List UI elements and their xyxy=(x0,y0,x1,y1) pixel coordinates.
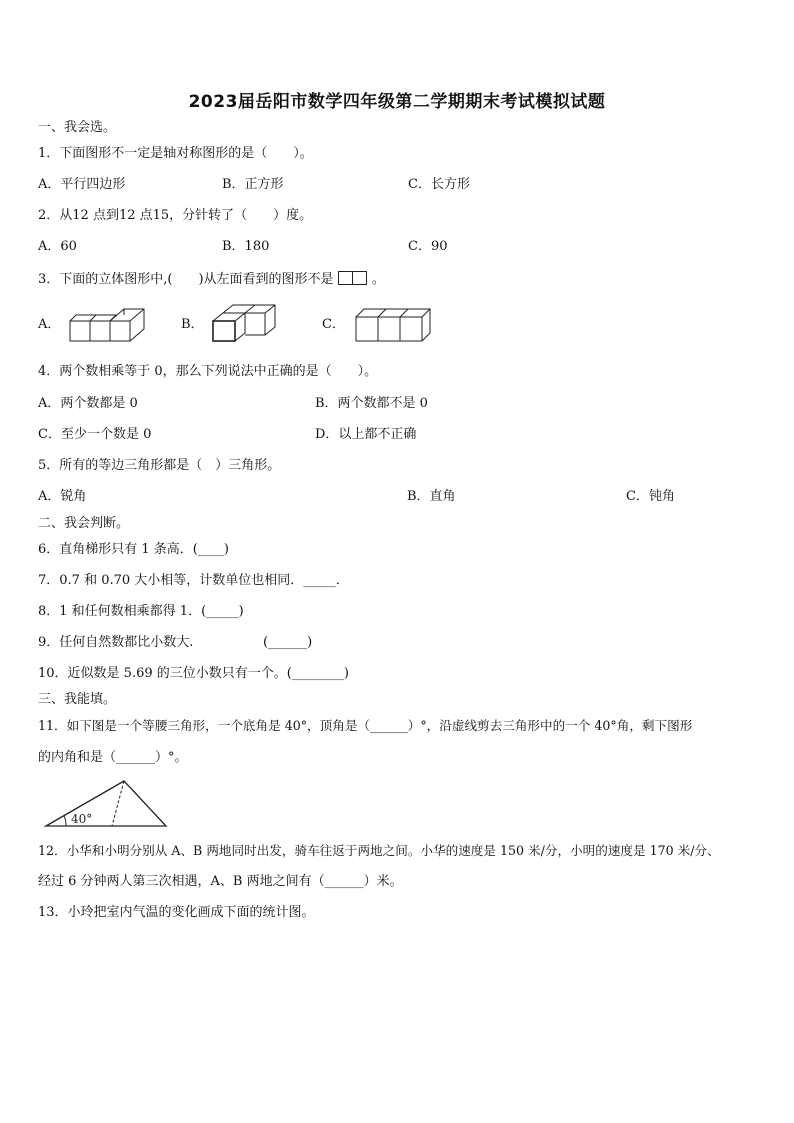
question-12-line-1: 12．小华和小明分别从 A、B 两地同时出发，骑车往返于两地之间。小华的速度是 150 米/分，小明的速度是 170 米/分、 xyxy=(38,843,720,858)
question-3-end: 。 xyxy=(371,272,385,287)
q5-option-b[interactable]: B．直角 xyxy=(407,489,456,504)
q4-option-c[interactable]: C．至少一个数是 0 xyxy=(38,427,152,442)
q4-option-b[interactable]: B．两个数都不是 0 xyxy=(315,396,428,411)
page-title: 2023届岳阳市数学四年级第二学期期末考试模拟试题 xyxy=(188,92,606,112)
question-12-line-2: 经过 6 分钟两人第三次相遇，A、B 两地之间有（______）米。 xyxy=(38,874,403,889)
section-heading-3: 三、我能填。 xyxy=(38,692,117,707)
q3-option-c[interactable]: C． xyxy=(322,317,345,332)
q2-option-c[interactable]: C．90 xyxy=(408,239,448,254)
question-4: 4．两个数相乘等于 0，那么下列说法中正确的是（ ）。 xyxy=(38,364,378,379)
angle-label: 40° xyxy=(71,812,93,826)
cube-stack-a-icon xyxy=(68,307,148,343)
q2-option-a[interactable]: A．60 xyxy=(38,239,77,254)
cube-stack-c-icon xyxy=(354,307,434,343)
q3-option-a[interactable]: A． xyxy=(38,317,61,332)
two-squares-icon xyxy=(338,271,368,285)
q2-option-b[interactable]: B．180 xyxy=(222,239,270,254)
question-9: 9．任何自然数都比小数大. xyxy=(38,635,194,650)
q1-option-a[interactable]: A．平行四边形 xyxy=(38,177,126,192)
isosceles-triangle-figure xyxy=(44,779,168,829)
question-3 xyxy=(38,271,385,288)
question-11-line-1: 11．如下图是一个等腰三角形，一个底角是 40°，顶角是（______）°，沿虚线剪去三角形中的一个 40°角，剩下图形 xyxy=(38,718,693,733)
q5-option-c[interactable]: C．钝角 xyxy=(626,489,675,504)
question-8: 8．1 和任何数相乘都得 1．(_____) xyxy=(38,604,244,619)
question-9-blank[interactable]: (______) xyxy=(263,635,313,650)
question-7: 7．0.7 和 0.70 大小相等，计数单位也相同．_____． xyxy=(38,573,349,588)
q3-option-b[interactable]: B． xyxy=(181,317,204,332)
q4-option-d[interactable]: D．以上都不正确 xyxy=(315,427,417,442)
question-2: 2．从12 点到12 点15，分针转了（ ）度。 xyxy=(38,208,313,223)
q1-option-c[interactable]: C．长方形 xyxy=(408,177,470,192)
cube-stack-b-icon xyxy=(211,303,283,343)
question-1: 1．下面图形不一定是轴对称图形的是（ ）。 xyxy=(38,146,313,161)
question-3-text: 3．下面的立体图形中,( )从左面看到的图形不是 xyxy=(38,272,334,287)
question-6: 6．直角梯形只有 1 条高．(____) xyxy=(38,542,229,557)
q4-option-a[interactable]: A．两个数都是 0 xyxy=(38,396,138,411)
question-5: 5．所有的等边三角形都是（ ）三角形。 xyxy=(38,458,281,473)
q1-option-b[interactable]: B．正方形 xyxy=(222,177,284,192)
section-heading-2: 二、我会判断。 xyxy=(38,516,130,531)
question-11-line-2: 的内角和是（______）°。 xyxy=(38,750,188,765)
section-heading-1: 一、我会选。 xyxy=(38,120,117,135)
question-10: 10．近似数是 5.69 的三位小数只有一个。(________) xyxy=(38,666,349,681)
q5-option-a[interactable]: A．锐角 xyxy=(38,489,87,504)
question-13: 13．小玲把室内气温的变化画成下面的统计图。 xyxy=(38,905,315,920)
